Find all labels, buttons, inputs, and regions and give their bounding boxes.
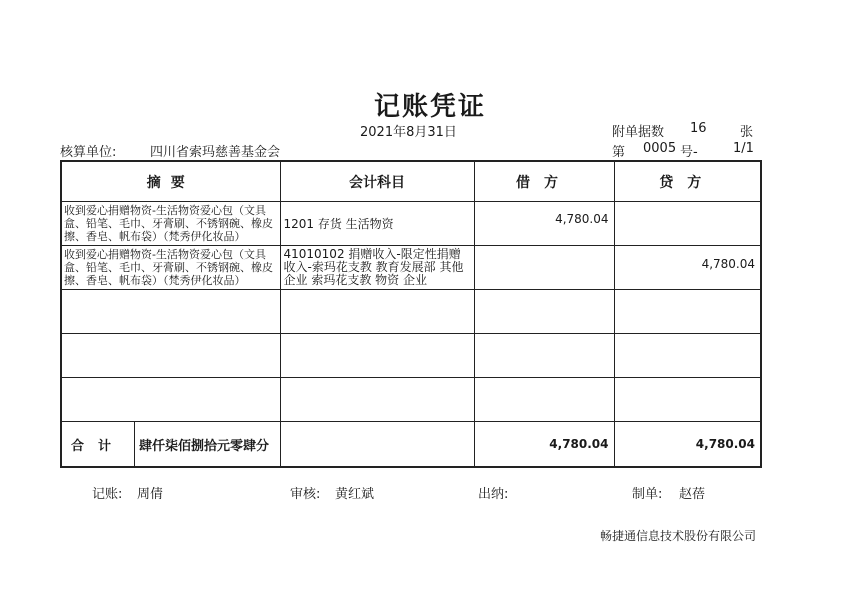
table-row-empty	[61, 334, 761, 378]
voucher-page-number: 1/1	[733, 141, 754, 156]
maker-name: 赵蓓	[679, 487, 706, 502]
header-debit: 借方	[474, 161, 614, 202]
cashier-label: 出纳:	[478, 487, 509, 502]
total-label: 合计	[62, 422, 135, 466]
voucher-number-label: 第	[612, 145, 626, 160]
voucher-number-suffix: 号-	[680, 145, 698, 160]
unit-label: 核算单位:	[60, 145, 117, 160]
row-credit: 4,780.04	[614, 246, 761, 290]
row-summary: 收到爱心捐赠物资-生活物资爱心包（文具盒、铅笔、毛巾、牙膏刷、不锈钢碗、橡皮擦、香皂、帆布袋）（梵秀伊化妆品）	[61, 202, 280, 246]
row-account: 41010102 捐赠收入-限定性捐赠收入-索玛花支教 教育发展部 其他企业 索玛花支教 物资 企业	[280, 246, 474, 290]
table-total-row	[61, 422, 761, 468]
attachment-count: 16	[690, 121, 707, 136]
voucher-table	[60, 160, 762, 468]
reviewer-label: 审核:	[290, 487, 321, 502]
maker-label: 制单:	[632, 487, 663, 502]
row-debit: 4,780.04	[474, 202, 614, 246]
software-company: 畅捷通信息技术股份有限公司	[600, 529, 757, 543]
reviewer-name: 黄红斌	[335, 487, 375, 502]
table-row	[61, 246, 761, 290]
bookkeeper-name: 周倩	[137, 487, 164, 502]
attachment-unit: 张	[740, 125, 754, 140]
row-account: 1201 存货 生活物资	[280, 202, 474, 246]
table-row-empty	[61, 378, 761, 422]
header-account: 会计科目	[280, 161, 474, 202]
attachment-label: 附单据数	[612, 125, 665, 140]
total-amount-words: 肆仟柒佰捌拾元零肆分	[139, 438, 270, 454]
total-credit: 4,780.04	[614, 422, 761, 468]
header-summary: 摘要	[61, 161, 280, 202]
row-debit	[474, 246, 614, 290]
table-row-empty	[61, 290, 761, 334]
total-debit: 4,780.04	[474, 422, 614, 468]
table-row	[61, 202, 761, 246]
row-summary: 收到爱心捐赠物资-生活物资爱心包（文具盒、铅笔、毛巾、牙膏刷、不锈钢碗、橡皮擦、香皂、帆布袋）（梵秀伊化妆品）	[61, 246, 280, 290]
row-credit	[614, 202, 761, 246]
unit-name: 四川省索玛慈善基金会	[150, 145, 281, 160]
table-header-row	[61, 161, 761, 202]
bookkeeper-label: 记账:	[92, 487, 123, 502]
header-credit: 贷方	[614, 161, 761, 202]
voucher-number: 0005	[643, 141, 677, 156]
voucher-date: 2021年8月31日	[360, 125, 457, 140]
voucher-title: 记账凭证	[373, 92, 486, 122]
